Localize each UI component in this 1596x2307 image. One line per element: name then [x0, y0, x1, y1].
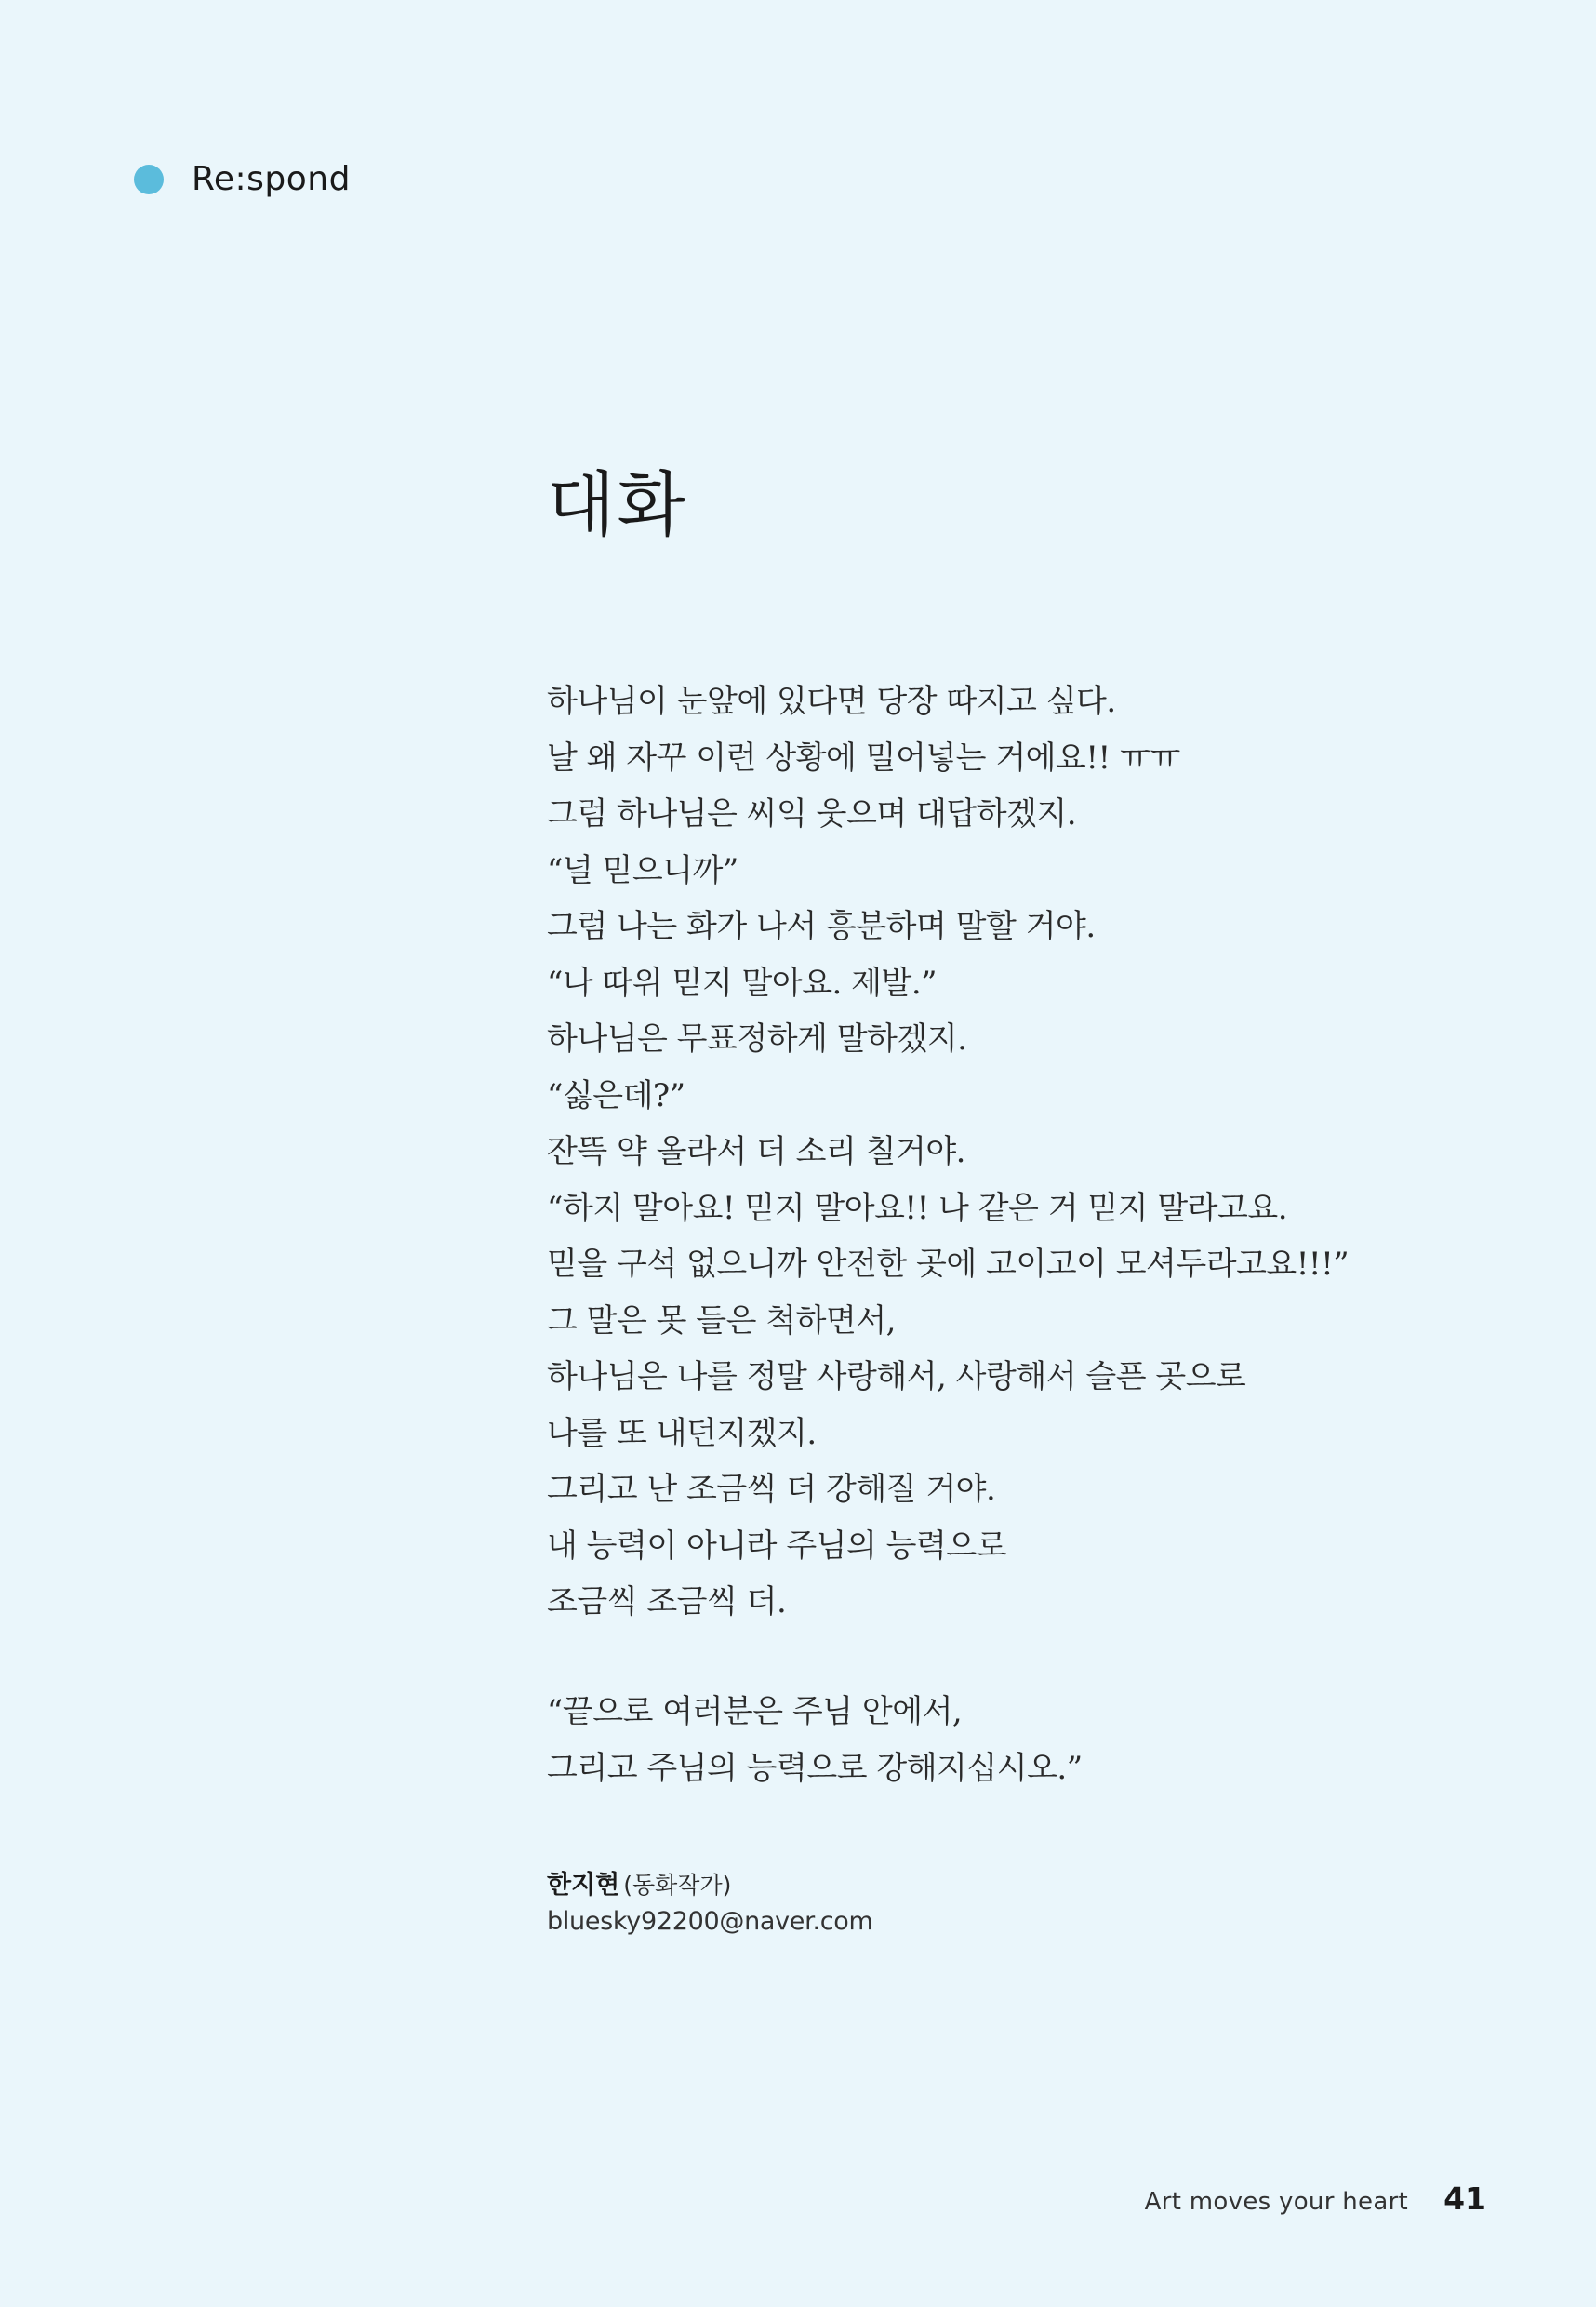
poem-line: 그리고 난 조금씩 더 강해질 거야. — [547, 1471, 996, 1508]
footer-tagline: Art moves your heart — [1144, 2188, 1409, 2216]
poem-line: 나를 또 내던지겠지. — [547, 1414, 817, 1452]
poem-line: “하지 말아요! 믿지 말아요!! 나 같은 거 믿지 말라고요. — [547, 1189, 1288, 1227]
poem-line: 잔뜩 약 올라서 더 소리 칠거야. — [547, 1133, 965, 1170]
poem-body — [547, 673, 1496, 1631]
poem-line: “널 믿으니까” — [547, 851, 738, 889]
section-dot-icon — [134, 165, 164, 194]
poem-line: 그럼 하나님은 씨익 웃으며 대답하겠지. — [547, 795, 1077, 833]
poem-line: “싫은데?” — [547, 1076, 685, 1114]
author-email: bluesky92200@naver.com — [547, 1907, 873, 1936]
author-name: 한지현 — [547, 1871, 620, 1900]
poem-line: 하나님은 나를 정말 사랑해서, 사랑해서 슬픈 곳으로 — [547, 1358, 1246, 1395]
page-number: 41 — [1443, 2180, 1486, 2217]
poem-line: 하나님이 눈앞에 있다면 당장 따지고 싶다. — [547, 683, 1116, 720]
poem-line: 믿을 구석 없으니까 안전한 곳에 고이고이 모셔두라고요!!!” — [547, 1246, 1350, 1283]
poem-line: 조금씩 조금씩 더. — [547, 1583, 787, 1620]
closing-verse — [547, 1684, 1083, 1796]
author-role: (동화작가) — [623, 1872, 732, 1899]
poem-line: “나 따위 믿지 말아요. 제발.” — [547, 964, 938, 1002]
page-footer — [1145, 2180, 1486, 2217]
author-byline — [547, 1868, 873, 1903]
closing-line: 그리고 주님의 능력으로 강해지십시오.” — [547, 1749, 1083, 1787]
section-tag — [134, 160, 351, 198]
poem-line: 날 왜 자꾸 이런 상황에 밀어넣는 거에요!! ㅠㅠ — [547, 739, 1180, 777]
poem-line: 하나님은 무표정하게 말하겠지. — [547, 1020, 967, 1058]
poem-line: 그 말은 못 들은 척하면서, — [547, 1301, 896, 1340]
article-title: 대화 — [547, 463, 687, 546]
author-credit — [547, 1868, 873, 1940]
poem-line: 그럼 나는 화가 나서 흥분하며 말할 거야. — [547, 908, 1096, 945]
closing-line: “끝으로 여러분은 주님 안에서, — [547, 1693, 963, 1730]
poem-line: 내 능력이 아니라 주님의 능력으로 — [547, 1527, 1007, 1565]
section-label: Re:spond — [192, 160, 351, 198]
